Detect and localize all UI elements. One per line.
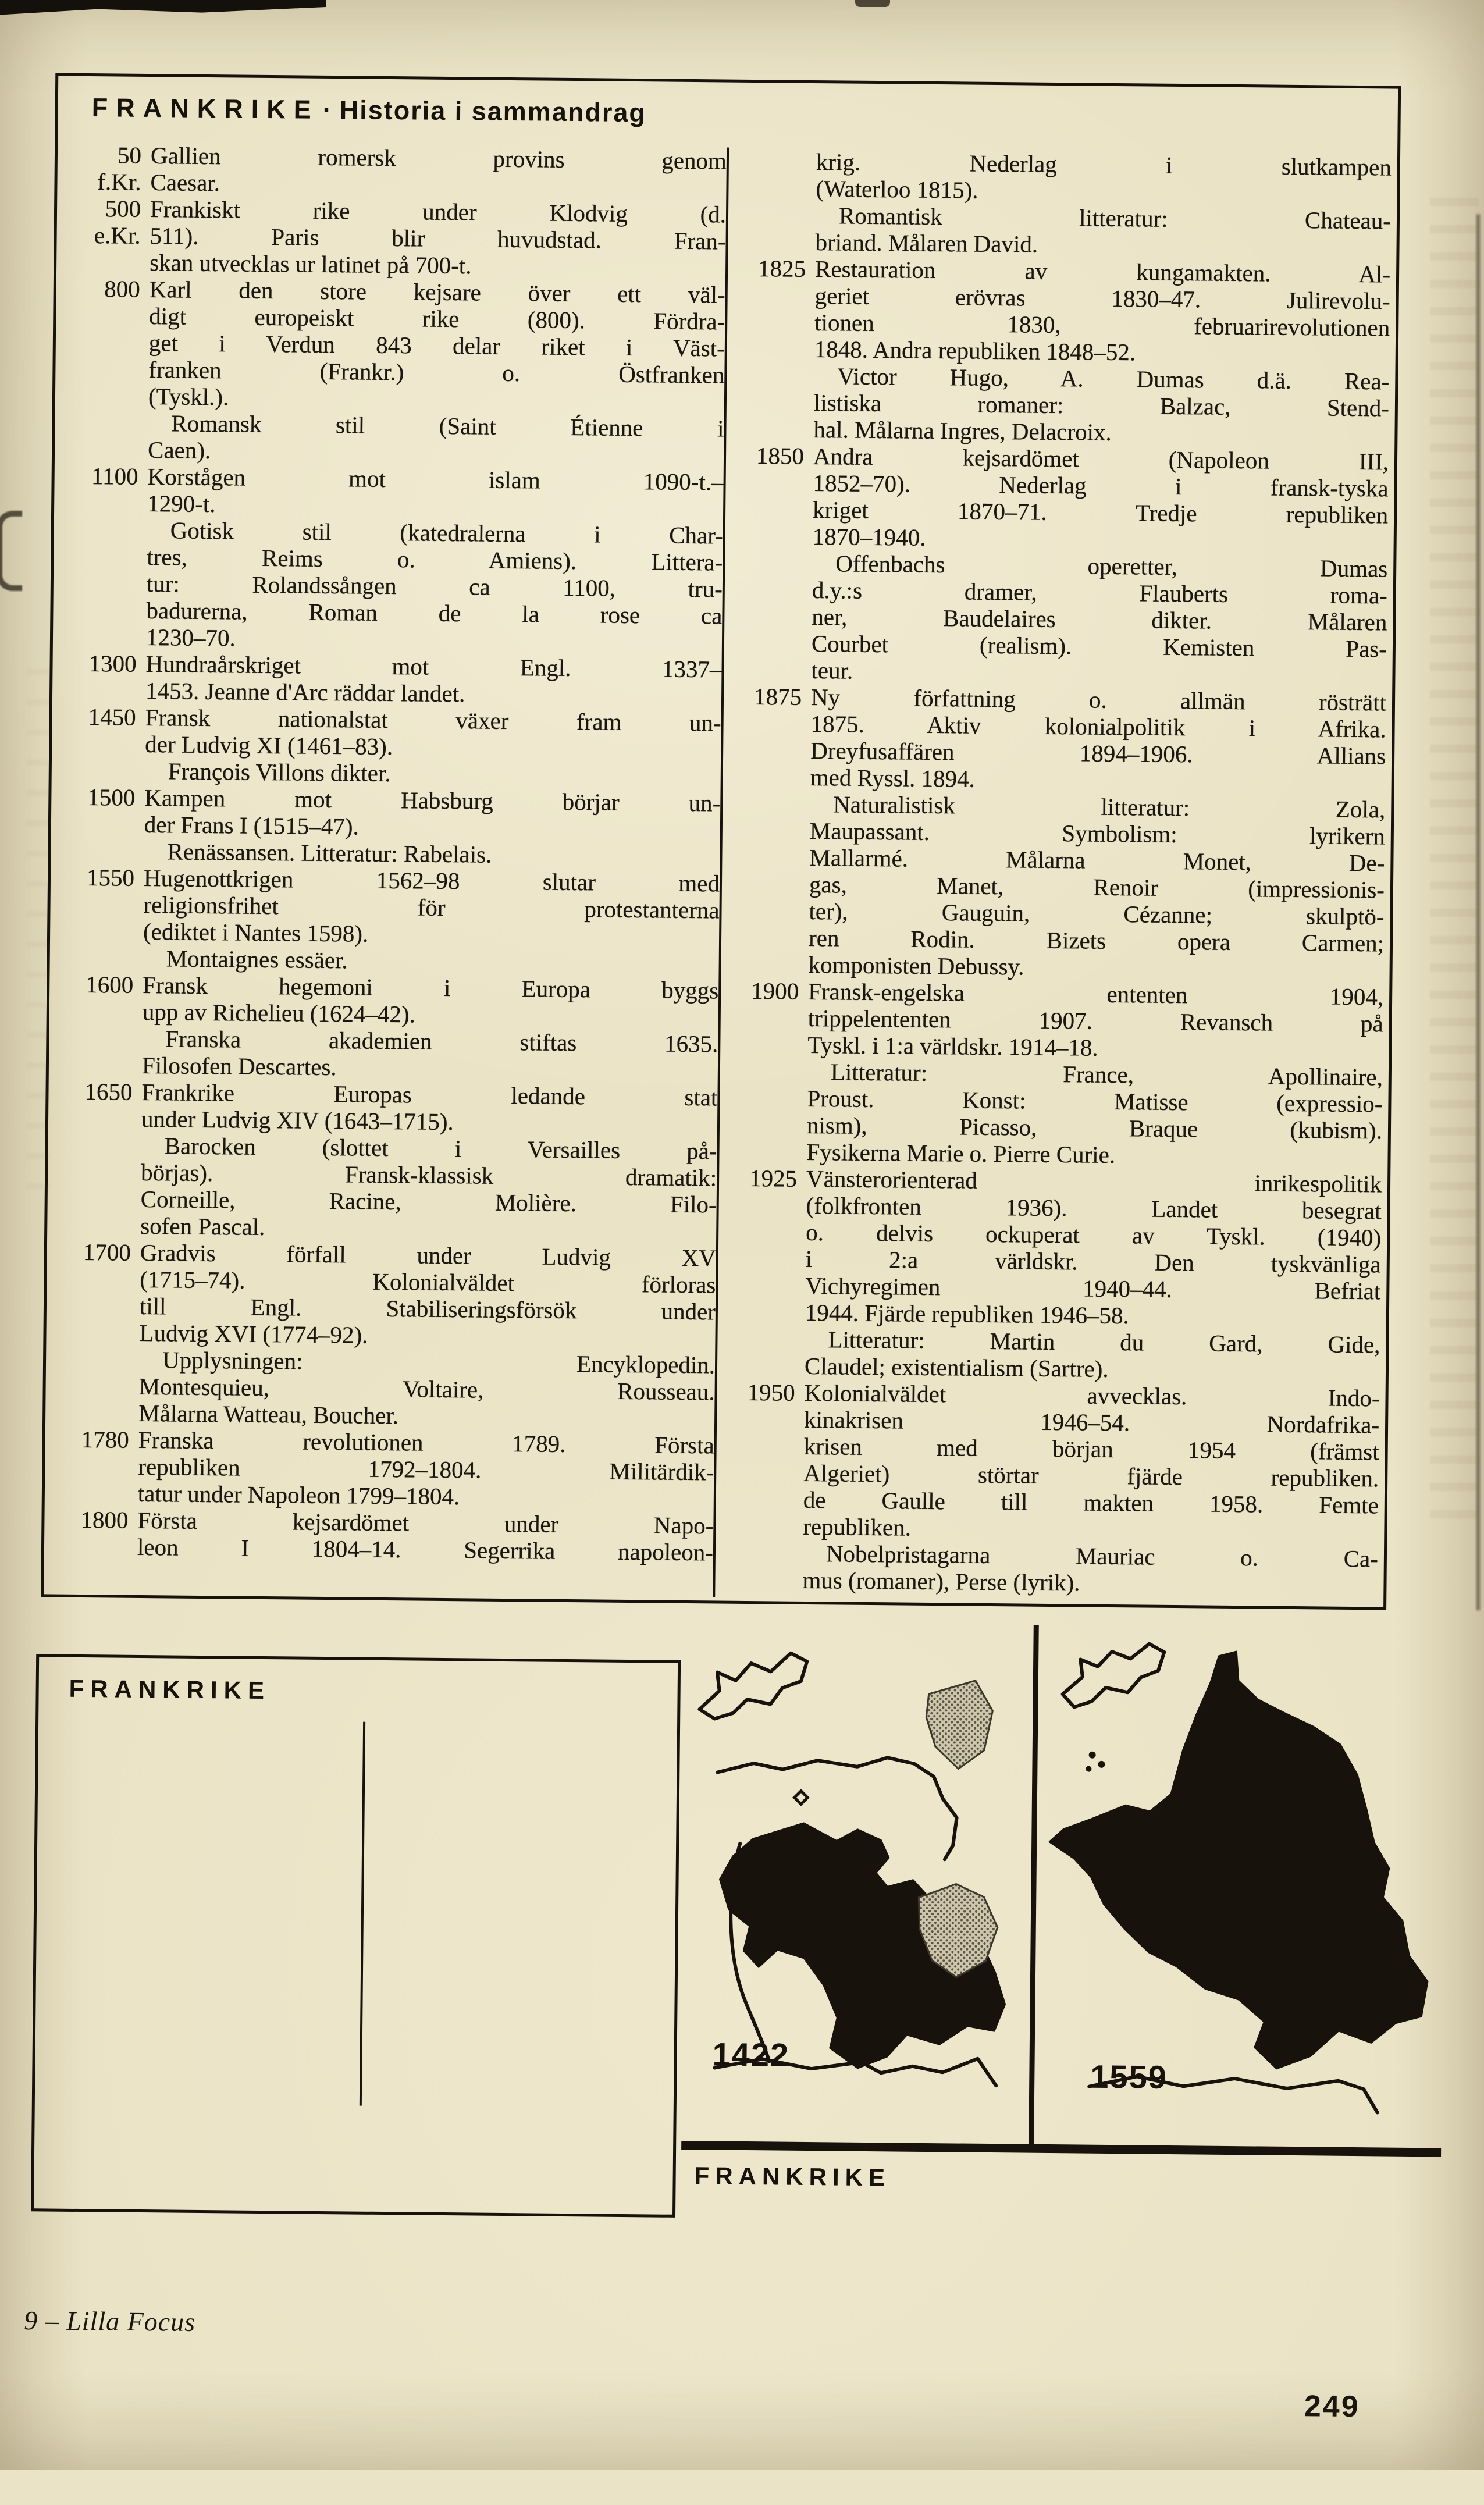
timeline-text-line: 1230–70. [145,623,236,652]
presidents-column-left [65,1719,363,2106]
timeline-text-line: Romantisk litteratur: Chateau- [838,202,1392,234]
timeline-year-label [60,757,145,784]
timeline-text-line: under Ludvig XIV (1643–1715). [141,1105,454,1136]
timeline-text-line: Kampen mot Habsburg börjar un- [144,784,721,817]
timeline-text-line: der Ludvig XI (1461–83). [145,730,393,760]
timeline-text-line: d.y.:s dramer, Flauberts roma- [812,576,1388,609]
timeline-text-line: 1944. Fjärde republiken 1946–58. [805,1298,1129,1329]
presidents-subtitle-line [69,1711,667,1717]
president-entry-line [69,1719,363,1722]
timeline-text-line: gas, Manet, Renoir (impressionis- [809,870,1385,903]
timeline-row [723,1566,1378,1599]
president-entry-line [69,1719,363,1722]
timeline-year-label [54,1319,139,1346]
president-entry-line [380,1722,667,1725]
timeline-text-line: kriget 1870–71. Tredje republiken [812,496,1389,529]
map-year-label-1422: 1422 [712,2036,790,2073]
map-caption-line [694,2202,1397,2209]
president-entry-line [380,1722,667,1725]
timeline-text-line: Naturalistisk litteratur: Zola, [833,791,1386,823]
timeline-year-label: f.Kr. [97,168,141,195]
timeline-year-label [54,1372,138,1400]
timeline-year-label [56,1105,141,1132]
timeline-year-label [729,924,809,951]
timeline-year-label: 50 [117,141,142,169]
timeline-text-line: Renässansen. Litteratur: Rabelais. [167,838,492,868]
channel-island-dot [1098,1761,1105,1768]
president-entry-line [380,1722,667,1725]
president-entry-line [69,1719,363,1722]
timeline-text-line: Frankiskt rike under Klodvig (d. [150,195,727,228]
timeline-year-label [728,1111,807,1138]
timeline-row [52,1533,713,1566]
president-entry-line [380,1722,667,1725]
timeline-text-line: Fransk hegemoni i Europa byggs [143,971,719,1004]
timeline-text-line: (folkfronten 1936). Landet besegrat [806,1191,1382,1225]
timeline-text-line: Gotisk stil (katedralerna i Char- [170,517,723,549]
timeline-year-label [727,1191,806,1219]
timeline-year-label [728,1084,807,1112]
timeline-year-label: 1780 [81,1425,129,1453]
president-entry-line [380,1722,667,1725]
timeline-year-label [724,1513,803,1540]
timeline-year-label [728,1058,807,1085]
timeline-year-label: e.Kr. [94,222,141,249]
map-caption-block [694,2162,1397,2209]
timeline-year-label [725,1432,804,1460]
timeline-text-line: Offenbachs operetter, Dumas [835,550,1388,582]
burgundian-flanders-region [926,1680,992,1769]
presidents-subtitle-line [69,1711,667,1717]
timeline-year-label: 1300 [88,650,137,677]
timeline-text-line: Hundraårskriget mot Engl. 1337– [145,650,722,683]
president-entry-line [380,1722,667,1725]
timeline-year-label [54,1399,138,1426]
maps-divider-line [1029,1625,1039,2144]
timeline-year-label [729,951,808,978]
president-entry-line [69,1719,363,1722]
timeline-year-label [734,415,813,443]
timeline-text-line: Litteratur: France, Apollinaire, [830,1058,1383,1091]
timeline-year-label [64,302,149,329]
timeline-text-line: Restauration av kungamakten. Al- [814,255,1391,288]
history-header-title: FRANKRIKE [91,92,319,124]
timeline-text-line: Nobelpristagarna Mauriac o. Ca- [825,1540,1379,1572]
timeline-text-line: Algeriet) störtar fjärde republiken. [803,1459,1379,1492]
timeline-year-label [725,1325,805,1353]
timeline-text-line: der Frans I (1515–47). [144,810,360,840]
timeline-year-label [54,1346,139,1373]
timeline-text-line: (1715–74). Kolonialväldet förloras [140,1265,716,1298]
book-footer-signature: 9 – Lilla Focus [23,2305,196,2337]
timeline-text-line: 1870–1940. [812,522,926,551]
timeline-text-line: Litteratur: Martin du Gard, Gide, [828,1326,1380,1358]
timeline-text-line: Victor Hugo, A. Dumas d.ä. Rea- [837,362,1390,395]
timeline-text-line: Mallarmé. Målarna Monet, De- [809,844,1385,877]
timeline-year-label [733,549,812,577]
timeline-year-label [53,1479,138,1507]
timeline-text-line: Proust. Konst: Matisse (expressio- [807,1084,1383,1118]
channel-island-dot [1086,1766,1091,1772]
timeline-text-line: Barocken (slottet i Versailles på- [164,1132,717,1165]
timeline-year-label [58,891,143,918]
history-summary-box [41,73,1401,1610]
timeline-text-line: Ny författning o. allmän rösträtt [810,683,1387,716]
timeline-year-label [734,496,813,523]
timeline-year-label [732,629,812,657]
timeline-year-label [735,335,814,362]
timeline-text-line: (Waterloo 1815). [816,175,978,204]
channel-island-1422 [795,1791,808,1805]
timeline-text-line: Gallien romersk provins genom [150,142,727,175]
timeline-year-label [62,489,147,517]
timeline-year-label [61,623,146,650]
timeline-year-label [733,576,812,603]
timeline-text-line: franken (Frankr.) o. Östfranken [148,356,725,389]
timeline-year-label: 1875 [753,683,802,710]
timeline-year-label [59,810,144,838]
president-entry-line [69,1719,363,1722]
header-separator-dot: · [322,94,332,125]
timeline-text-line: i 2:a världskr. Den tyskvänliga [805,1245,1381,1278]
timeline-text-line: trippelententen 1907. Revansch på [807,1004,1383,1037]
timeline-year-label: 1600 [86,971,134,998]
timeline-text-line: kinakrisen 1946–54. Nordafrika- [803,1405,1380,1439]
timeline-text-line: Caesar. [150,169,220,197]
timeline-text-line: (ediktet i Nantes 1598). [143,917,369,947]
map-caption-text [694,2202,1397,2209]
map-1559 [1047,1643,1431,2113]
timeline-text-line: o. delvis ockuperat av Tyskl. (1940) [806,1218,1382,1251]
timeline-year-label: 1650 [84,1078,133,1105]
timeline-year-label [55,1212,140,1239]
timeline-text-line: upp av Richelieu (1624–42). [142,998,416,1028]
president-entry-line [380,1722,667,1725]
timeline-year-label [55,1265,140,1293]
timeline-year-label [62,516,147,543]
timeline-text-line: med Ryssl. 1894. [810,763,976,792]
timeline-text-line: tres, Reims o. Amiens). Littera- [147,543,723,576]
timeline-text-line: Franska akademien stiftas 1635. [165,1025,718,1058]
timeline-year-label [726,1298,805,1326]
timeline-text-line: mus (romaner), Perse (lyrik). [802,1566,1080,1596]
timeline-text-line: Maupassant. Symbolism: lyrikern [809,817,1386,850]
timeline-text-line: Målarna Watteau, Boucher. [138,1399,399,1429]
timeline-year-label [57,1024,142,1052]
president-entry-line [69,1719,363,1722]
president-entry-line [69,1719,363,1722]
timeline-year-label: 1850 [756,442,805,469]
timeline-year-label [725,1405,804,1433]
timeline-text-line: briand. Målaren David. [815,229,1038,258]
timeline-year-label [725,1352,805,1379]
timeline-year-label [724,1486,803,1513]
england-coastline-1559 [1062,1643,1164,1708]
timeline-text-line: ren Rodin. Bizets opera Carmen; [808,924,1385,957]
president-entry-line [380,1722,667,1725]
timeline-year-label [63,409,148,436]
timeline-year-label: 1450 [88,703,136,731]
timeline-year-label [731,790,810,817]
presidents-columns [65,1719,667,2109]
timeline-text-line: komponisten Debussy. [808,951,1024,980]
timeline-text-line: 1848. Andra republiken 1848–52. [814,336,1136,366]
timeline-text-line: tatur under Napoleon 1799–1804. [137,1479,460,1510]
timeline-year-label [57,1051,142,1079]
timeline-year-label [731,763,810,791]
president-entry-line [380,1722,667,1725]
timeline-year-label: 1700 [83,1239,131,1266]
presidents-box-subtitle [69,1711,667,1717]
page-number: 249 [1304,2389,1360,2424]
timeline-text-line: digt europeiskt rike (800). Fördra- [149,303,725,335]
timeline-text-line: de Gaulle till makten 1958. Femte [803,1486,1379,1519]
timeline-text-line: skan utvecklas ur latinet på 700-t. [149,249,472,279]
president-entry-line [69,1719,363,1722]
timeline-text-line: tionen 1830, februarirevolutionen [814,309,1390,341]
timeline-year-label: 1100 [91,462,138,490]
channel-island-dot [1089,1752,1096,1759]
timeline-text-line: ter), Gauguin, Cézanne; skulptö- [809,897,1385,930]
timeline-text-line: geriet erövras 1830–47. Julirevolu- [814,282,1390,315]
map-caption-line [694,2202,1397,2209]
timeline-year-label: 800 [104,275,140,303]
timeline-text-line: hal. Målarna Ingres, Delacroix. [813,415,1112,446]
timeline-year-label [735,362,814,389]
timeline-year-label: 1550 [86,864,135,891]
timeline-text-line: Fysikerna Marie o. Pierre Curie. [806,1138,1116,1169]
timeline-text-line: Claudel; existentialism (Sartre). [804,1352,1109,1382]
timeline-year-label [724,1539,803,1567]
map-1422 [696,1652,1008,2086]
timeline-text-line: Romansk stil (Saint Étienne i [171,410,724,442]
timeline-year-label [731,817,810,844]
timeline-year-label [55,1292,140,1319]
timeline-text-line: Caen). [147,436,211,464]
timeline-year-label [56,1131,141,1159]
president-entry-line [69,1719,363,1722]
timeline-year-label [734,522,813,550]
president-entry-line [380,1722,667,1725]
timeline-year-label [63,382,148,410]
timeline-year-label [734,469,813,496]
timeline-text-line: börjas). Fransk-klassisk dramatik: [140,1158,717,1191]
timeline-year-label [724,1459,803,1486]
timeline-text-line: republiken 1792–1804. Militärdik- [138,1453,714,1486]
timeline-text-line: Karl den store kejsare över ett väl- [149,276,725,308]
timeline-text-line: Dreyfusaffären 1894–1906. Allians [810,736,1386,770]
timeline-text-line: François Villons dikter. [168,757,391,787]
timeline-text-line: krisen med början 1954 (främst [803,1432,1379,1465]
timeline-year-label [723,1566,802,1593]
timeline-year-label [63,355,148,383]
timeline-text-line: Corneille, Racine, Molière. Filo- [140,1185,717,1218]
timeline-year-label: 1925 [749,1164,798,1192]
timeline-text-line: ner, Baudelaires dikter. Målaren [812,603,1387,636]
presidents-box-title: FRANKRIKE [69,1674,271,1705]
timeline-text-line: 511). Paris blir huvudstad. Fran- [150,222,726,255]
timeline-year-label [729,1004,808,1031]
timeline-text-line: Franska revolutionen 1789. Första [138,1426,714,1459]
president-entry-line [69,1719,363,1722]
timeline-text-line: Tyskl. i 1:a världskr. 1914–18. [807,1031,1098,1061]
president-entry-line [380,1722,667,1725]
england-coastline-1422 [699,1652,807,1720]
timeline-text-line: 1290-t. [147,490,216,518]
timeline-year-label [730,844,809,871]
timeline-text-line: Gradvis förfall under Ludvig XV [140,1239,717,1272]
president-entry-line [69,1719,363,1722]
president-entry-line [380,1722,667,1725]
timeline-year-label [727,1218,806,1246]
president-entry-line [69,1719,363,1722]
timeline-year-label [736,228,815,255]
timeline-text-line: Korstågen mot islam 1090-t.– [147,463,724,496]
timeline-text-line: Ludvig XVI (1774–92). [139,1319,368,1348]
map-caption-title: FRANKRIKE [694,2162,891,2191]
timeline-text-line: Vänsterorienterad inrikespolitik [806,1165,1382,1198]
timeline-year-label [61,677,145,704]
timeline-text-line: Andra kejsardömet (Napoleon III, [813,442,1389,475]
timeline-year-label: 500 [105,195,141,222]
timeline-year-label [737,148,816,175]
timeline-text-line: badurerna, Roman de la rose ca [146,597,723,629]
presidents-column-right [360,1722,667,2109]
timeline-text-line: Första kejsardömet under Napo- [137,1506,714,1539]
timeline-text-line: till Engl. Stabiliseringsförsök under [139,1292,716,1325]
timeline-year-label [62,543,147,570]
timeline-year-label [63,436,148,463]
french-kings-area-1559 [1048,1650,1431,2070]
president-entry-line [380,1722,667,1725]
map-caption-line [694,2202,1397,2209]
timeline-year-label [730,870,809,898]
president-entry-line [380,1722,667,1725]
timeline-year-label [731,710,810,737]
timeline-text-line: Vichyregimen 1940–44. Befriat [805,1272,1381,1305]
timeline-year-label: 1800 [80,1506,129,1533]
history-header [92,92,647,128]
timeline-text-line: (Tyskl.). [148,383,229,411]
timeline-year-label [732,603,812,630]
timeline-text-line: Fransk-engelska ententen 1904, [808,977,1384,1010]
timeline-year-label [728,1031,807,1058]
timeline-year-label [60,730,145,757]
timeline-text-line: Frankrike Europas ledande stat [141,1078,718,1111]
president-entry-line [69,1719,363,1722]
timeline-year-label: 1825 [757,255,806,282]
timeline-year-label [56,1185,141,1212]
timeline-year-label [735,308,814,336]
timeline-text-line: religionsfrihet för protestanterna [143,891,720,924]
history-columns [52,141,1392,1604]
presidents-box [31,1654,681,2218]
timeline-year-label [65,248,150,276]
timeline-year-label [56,1158,141,1186]
timeline-text-line: sofen Pascal. [140,1212,265,1241]
timeline-text-line: Montesquieu, Voltaire, Rousseau. [138,1372,715,1405]
timeline-text-line: Hugenottkrigen 1562–98 slutar med [143,864,720,897]
timeline-text-line: Montaignes essäer. [166,945,348,974]
timeline-year-label [731,736,810,764]
timeline-text-line: 1875. Aktiv kolonialpolitik i Afrika. [810,710,1386,743]
timeline-year-label: 1500 [87,784,136,811]
timeline-year-label [727,1138,806,1165]
map-year-label-1559: 1559 [1090,2058,1168,2095]
presidents-inner [64,1675,667,2210]
timeline-year-label [61,596,146,624]
history-column-left [52,141,727,1597]
timeline-year-label [727,1245,806,1272]
president-entry-line [69,1719,363,1722]
timeline-text-line: Courbet (realism). Kemisten Pas- [811,629,1387,663]
timeline-year-label [736,175,816,202]
president-entry-line [69,1719,363,1722]
timeline-text-line: teur. [811,656,853,684]
timeline-year-label [735,389,814,416]
timeline-year-label: 1900 [751,977,799,1005]
president-entry-line [380,1722,667,1725]
timeline-text-line: Fransk nationalstat växer fram un- [145,703,721,736]
timeline-year-label [736,201,816,229]
timeline-year-label [735,282,814,309]
timeline-text-line: leon I 1804–14. Segerrika napoleon- [137,1533,714,1566]
timeline-text-line: krig. Nederlag i slutkampen [816,148,1392,181]
timeline-year-label [732,656,811,684]
timeline-text-line: 1852–70). Nederlag i fransk-tyska [813,469,1389,502]
timeline-year-label [58,917,143,945]
timeline-text-line: tur: Rolandssången ca 1100, tru- [146,570,723,603]
timeline-text-line: Kolonialväldet avvecklas. Indo- [804,1379,1380,1412]
timeline-year-label: 1950 [747,1378,795,1406]
map-caption-line [694,2202,1397,2209]
france-maps-figure [681,1622,1446,2148]
timeline-text-line: 1453. Jeanne d'Arc räddar landet. [145,677,465,707]
timeline-year-label [62,570,147,597]
history-header-subtitle: Historia i sammandrag [339,95,647,128]
timeline-text-line: Filosofen Descartes. [141,1051,337,1081]
timeline-year-label [58,944,143,972]
timeline-text-line: Upplysningen: Encyklopedin. [162,1346,716,1379]
timeline-year-label [53,1453,138,1480]
timeline-year-label [729,897,809,924]
timeline-year-label [59,837,144,864]
president-entry-line [69,1719,363,1722]
history-column-right [713,148,1392,1604]
president-entry-line [69,1719,363,1722]
president-entry-line [69,1719,363,1722]
timeline-text-line: nism), Picasso, Braque (kubism). [806,1111,1383,1144]
timeline-text-line: get i Verdun 843 delar riket i Väst- [148,329,725,362]
timeline-text-line: listiska romaner: Balzac, Stend- [813,389,1390,422]
timeline-year-label [58,998,143,1025]
timeline-text-line: republiken. [803,1513,912,1541]
timeline-year-label [726,1272,805,1299]
timeline-year-label [52,1533,137,1560]
timeline-year-label [64,329,149,356]
president-entry-line [380,1722,667,1725]
president-entry-line [380,1722,667,1725]
